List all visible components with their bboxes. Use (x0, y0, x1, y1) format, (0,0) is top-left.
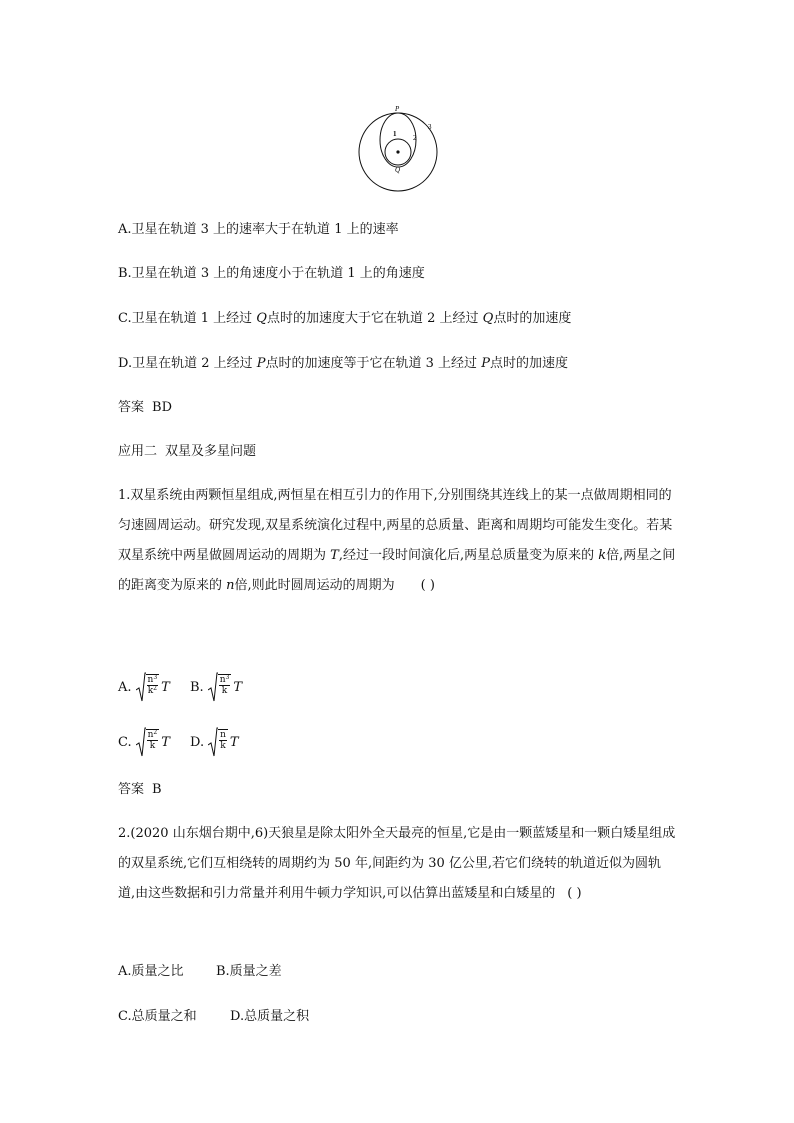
q1-answer-value: BD (152, 400, 172, 415)
frac-num-exp: 2 (153, 729, 158, 736)
q2-option-b-radical (208, 672, 232, 702)
q2-option-a (118, 672, 170, 702)
q2-option-b-label: B. (190, 679, 204, 695)
q2-option-c-radical (136, 727, 160, 757)
frac-den: k (221, 686, 228, 696)
q2-var-k: k (598, 548, 607, 563)
frac-num: n (147, 675, 154, 685)
q1-option-d-mid: 点时的加速度等于它在轨道 3 上经过 (265, 356, 482, 371)
q3-option-b: B.质量之差 (216, 964, 282, 979)
q1-option-c-mid: 点时的加速度大于它在轨道 2 上经过 (266, 311, 483, 326)
frac-den-exp: 2 (153, 685, 157, 692)
q1-option-c-pre: C.卫星在轨道 1 上经过 (118, 311, 257, 326)
label-q: Q (395, 166, 401, 174)
orbit-2-ellipse (380, 113, 416, 167)
q2-stem-part3: 倍,两星之间的距离变为原来的 (118, 548, 676, 593)
sqrt-icon (208, 672, 218, 702)
q1-option-c-var1: Q (256, 311, 267, 326)
q1-option-c-post: 点时的加速度 (493, 311, 572, 326)
q2-option-a-t: T (161, 679, 170, 695)
q3-option-c: C.总质量之和 (118, 1009, 197, 1024)
label-3: 3 (428, 123, 432, 131)
q1-option-d-var1: P (256, 356, 266, 371)
sqrt-icon (136, 727, 146, 757)
section-heading-prefix: 应用二 (118, 444, 158, 459)
q2-option-c-label: C. (118, 734, 132, 750)
q2-option-d-t: T (229, 734, 239, 750)
section-heading (118, 444, 256, 460)
q2-answer (118, 782, 162, 798)
q2-option-c-t: T (161, 734, 170, 750)
q2-option-b-t: T (233, 679, 242, 695)
frac-num: n (147, 730, 154, 740)
orbit-diagram (350, 100, 450, 200)
q2-stem-part1: 1.双星系统由两颗恒星组成,两恒星在相互引力的作用下,分别围绕其连线上的某一点做周期相同的匀速圆周运动。研究发现,双星系统演化过程中,两星的总质量、距离和周期均可能发生变化。若某双星系统中两星做圆周运动的周期为 (118, 488, 673, 563)
sqrt-icon (208, 727, 218, 757)
q1-option-d-var2: P (481, 356, 490, 371)
q2-option-a-frac (146, 674, 160, 702)
q1-option-d (118, 356, 568, 372)
q2-option-d (190, 727, 239, 757)
q3-stem (118, 819, 678, 909)
q2-var-n: n (226, 578, 235, 593)
q2-option-b (190, 672, 242, 702)
frac-den: k (147, 686, 154, 696)
planet-dot (396, 150, 399, 153)
q2-var-t: T (330, 548, 339, 563)
frac-den: k (149, 741, 156, 751)
label-p: P (395, 105, 400, 113)
q1-option-d-post: 点时的加速度 (489, 356, 568, 371)
frac-num-exp: 3 (225, 674, 230, 681)
q2-stem-part2: ,经过一段时间演化后,两星总质量变为原来的 (338, 548, 599, 563)
frac-num: n (219, 675, 226, 685)
q1-option-d-pre: D.卫星在轨道 2 上经过 (118, 356, 257, 371)
q3-option-d: D.总质量之积 (230, 1009, 310, 1024)
q2-answer-value: B (152, 782, 162, 797)
q2-answer-label: 答案 (118, 782, 145, 797)
q2-stem (118, 481, 678, 601)
q1-answer (118, 400, 172, 416)
q2-option-b-frac (218, 674, 232, 702)
q2-option-a-label: A. (118, 679, 132, 695)
frac-den: k (220, 741, 226, 751)
q2-option-c (118, 727, 170, 757)
q3-stem-text: 2.(2020 山东烟台期中,6)天狼星是除太阳外全天最亮的恒星,它是由一颗蓝矮星和一颗白矮星组成的双星系统,它们互相绕转的周期约为 50 年,间距约为 30 亿公里,若它们绕转的轨道近似为圆轨道,由这些数据和引力常量并利用牛顿力学知识,可以估算出蓝矮星和白矮星的 (118, 826, 676, 901)
q1-answer-label: 答案 (118, 400, 145, 415)
q2-option-d-label: D. (190, 734, 205, 750)
q2-option-c-frac (146, 729, 160, 757)
label-2: 2 (413, 134, 417, 142)
q2-option-d-frac (218, 729, 228, 757)
q2-option-a-radical (136, 672, 160, 702)
label-1: 1 (393, 130, 397, 138)
q1-option-b: B.卫星在轨道 3 上的角速度小于在轨道 1 上的角速度 (118, 266, 425, 281)
frac-num-exp: 3 (153, 674, 158, 681)
q2-stem-part4: 倍,则此时圆周运动的周期为 (234, 578, 395, 593)
q3-answer-bracket: ( ) (567, 886, 582, 901)
q1-option-c-var2: Q (482, 311, 494, 326)
q2-option-d-radical (208, 727, 228, 757)
q3-option-a: A.质量之比 (118, 964, 184, 979)
q1-option-c (118, 311, 571, 327)
q2-answer-bracket: ( ) (420, 578, 435, 593)
frac-num: n (220, 730, 226, 740)
section-heading-text: 双星及多星问题 (165, 444, 257, 459)
q1-option-a: A.卫星在轨道 3 上的速率大于在轨道 1 上的速率 (118, 222, 399, 237)
sqrt-icon (136, 672, 146, 702)
